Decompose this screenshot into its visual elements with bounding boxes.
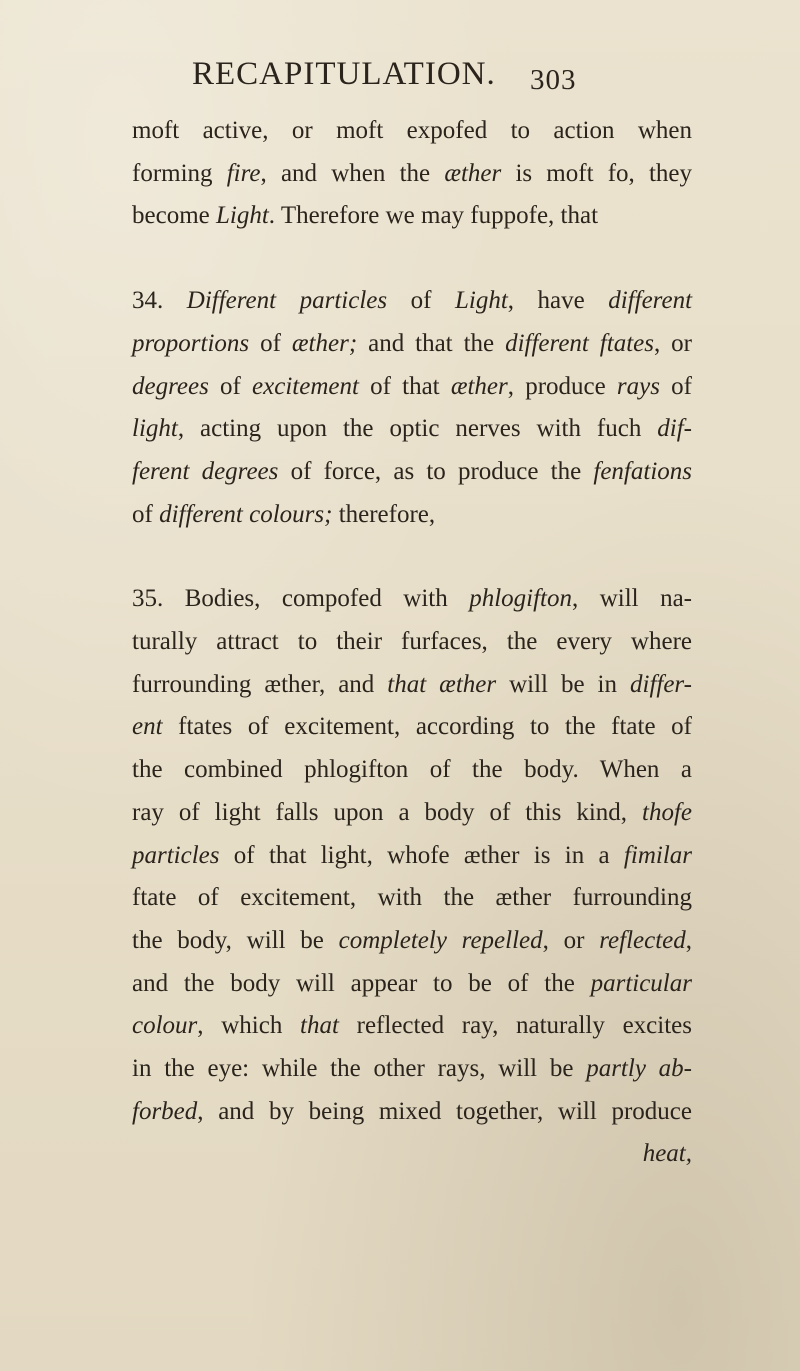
text-run: is moft fo, they bbox=[501, 159, 693, 187]
text-line bbox=[132, 578, 692, 621]
text-run: reflected ray, naturally excites bbox=[338, 1012, 692, 1040]
italic-text: particles bbox=[132, 841, 220, 869]
text-line bbox=[132, 1133, 692, 1176]
text-run: of that bbox=[358, 372, 451, 400]
italic-text: proportions bbox=[132, 329, 250, 357]
text-line bbox=[132, 664, 692, 707]
running-head bbox=[192, 56, 592, 96]
italic-text: particular bbox=[590, 969, 692, 997]
text-run: will be in bbox=[496, 670, 630, 698]
italic-text: ferent degrees bbox=[132, 457, 279, 485]
italic-text: different bbox=[608, 287, 693, 315]
text-run: become bbox=[132, 202, 216, 230]
italic-text: forbed bbox=[132, 1097, 198, 1125]
text-run: of bbox=[132, 500, 160, 528]
text-line bbox=[132, 1048, 692, 1091]
italic-text: fenfations bbox=[593, 457, 692, 485]
body-text bbox=[132, 110, 692, 1176]
italic-text: different ftates bbox=[505, 329, 654, 357]
text-line bbox=[132, 366, 692, 409]
italic-text: reflected bbox=[599, 926, 686, 954]
text-run: and that the bbox=[357, 329, 506, 357]
italic-text: Light bbox=[215, 202, 269, 230]
italic-text: dif- bbox=[657, 415, 692, 443]
italic-text: that æther bbox=[387, 670, 497, 698]
italic-text: different colours; bbox=[159, 500, 333, 528]
text-line bbox=[132, 877, 692, 920]
text-run: of bbox=[208, 372, 253, 400]
text-run: of bbox=[659, 372, 692, 400]
text-line bbox=[132, 621, 692, 664]
italic-text: rays bbox=[616, 372, 660, 400]
text-run: the body, will be bbox=[132, 926, 339, 954]
text-run: of bbox=[387, 287, 455, 315]
text-line bbox=[132, 195, 692, 238]
text-line bbox=[132, 451, 692, 494]
text-run: , have bbox=[507, 287, 609, 315]
text-run: the combined phlogifton of the body. When a bbox=[132, 756, 692, 784]
text-run: , which bbox=[197, 1012, 301, 1040]
text-run: in the eye: while the other rays, will be bbox=[132, 1055, 587, 1083]
text-run: ftates of excitement, according to the ftate of bbox=[162, 713, 692, 741]
text-line bbox=[132, 749, 692, 792]
paragraph bbox=[132, 110, 692, 238]
running-head-title: RECAPITULATION. bbox=[192, 56, 496, 92]
text-run: 35. Bodies, compofed with bbox=[132, 585, 470, 613]
italic-text: partly ab- bbox=[586, 1055, 692, 1083]
text-line bbox=[132, 153, 692, 196]
text-run: , or bbox=[542, 926, 600, 954]
text-line bbox=[132, 706, 692, 749]
text-line bbox=[132, 494, 692, 537]
paragraph bbox=[132, 280, 692, 536]
italic-text: Light bbox=[454, 287, 508, 315]
text-run: , bbox=[685, 926, 693, 954]
text-line bbox=[132, 835, 692, 878]
page-number: 303 bbox=[530, 64, 577, 96]
italic-text: heat, bbox=[642, 1140, 692, 1168]
text-line bbox=[132, 792, 692, 835]
text-run: turally attract to their furfaces, the every where bbox=[132, 628, 692, 656]
italic-text: that bbox=[300, 1012, 339, 1040]
text-run: forming bbox=[132, 159, 227, 187]
text-line bbox=[132, 1005, 692, 1048]
text-run: moft active, or moft expofed to action when bbox=[132, 117, 692, 144]
text-line bbox=[132, 323, 692, 366]
text-run: ftate of excitement, with the æther furrounding bbox=[132, 884, 692, 912]
text-run: 34. bbox=[132, 287, 187, 315]
italic-text: degrees bbox=[132, 372, 209, 400]
text-run: , produce bbox=[507, 372, 617, 400]
paragraph bbox=[132, 578, 692, 1176]
italic-text: differ- bbox=[630, 670, 692, 698]
italic-text: fimilar bbox=[623, 841, 692, 869]
text-run: , acting upon the optic nerves with fuch bbox=[177, 415, 658, 443]
text-run: . Therefore we may fuppofe, that bbox=[268, 202, 599, 230]
text-run: and the body will appear to be of the bbox=[132, 969, 591, 997]
italic-text: ent bbox=[132, 713, 163, 741]
text-line bbox=[132, 110, 692, 153]
text-run: , will na- bbox=[572, 585, 692, 613]
text-line bbox=[132, 1091, 692, 1134]
text-run: , and when the bbox=[260, 159, 445, 187]
text-run: furrounding æther, and bbox=[132, 670, 388, 698]
text-run: of force, as to produce the bbox=[278, 457, 594, 485]
text-line bbox=[132, 963, 692, 1006]
text-line bbox=[132, 408, 692, 451]
italic-text: æther; bbox=[291, 329, 358, 357]
italic-text: thofe bbox=[642, 798, 692, 826]
italic-text: Different particles bbox=[186, 287, 388, 315]
text-run: ray of light falls upon a body of this kind, bbox=[132, 798, 642, 826]
text-line bbox=[132, 280, 692, 323]
italic-text: completely repelled bbox=[338, 926, 543, 954]
text-run: of that light, whofe æther is in a bbox=[219, 841, 624, 869]
italic-text: æther bbox=[444, 159, 502, 187]
italic-text: colour bbox=[132, 1012, 198, 1040]
text-run: of bbox=[249, 329, 292, 357]
italic-text: light bbox=[132, 415, 178, 443]
italic-text: æther bbox=[450, 372, 508, 400]
text-run: , and by being mixed together, will produce bbox=[197, 1097, 692, 1125]
italic-text: fire bbox=[226, 159, 261, 187]
text-run: , or bbox=[653, 329, 692, 357]
italic-text: excitement bbox=[252, 372, 359, 400]
text-run: therefore, bbox=[332, 500, 436, 528]
italic-text: phlogifton bbox=[469, 585, 572, 613]
text-line bbox=[132, 920, 692, 963]
